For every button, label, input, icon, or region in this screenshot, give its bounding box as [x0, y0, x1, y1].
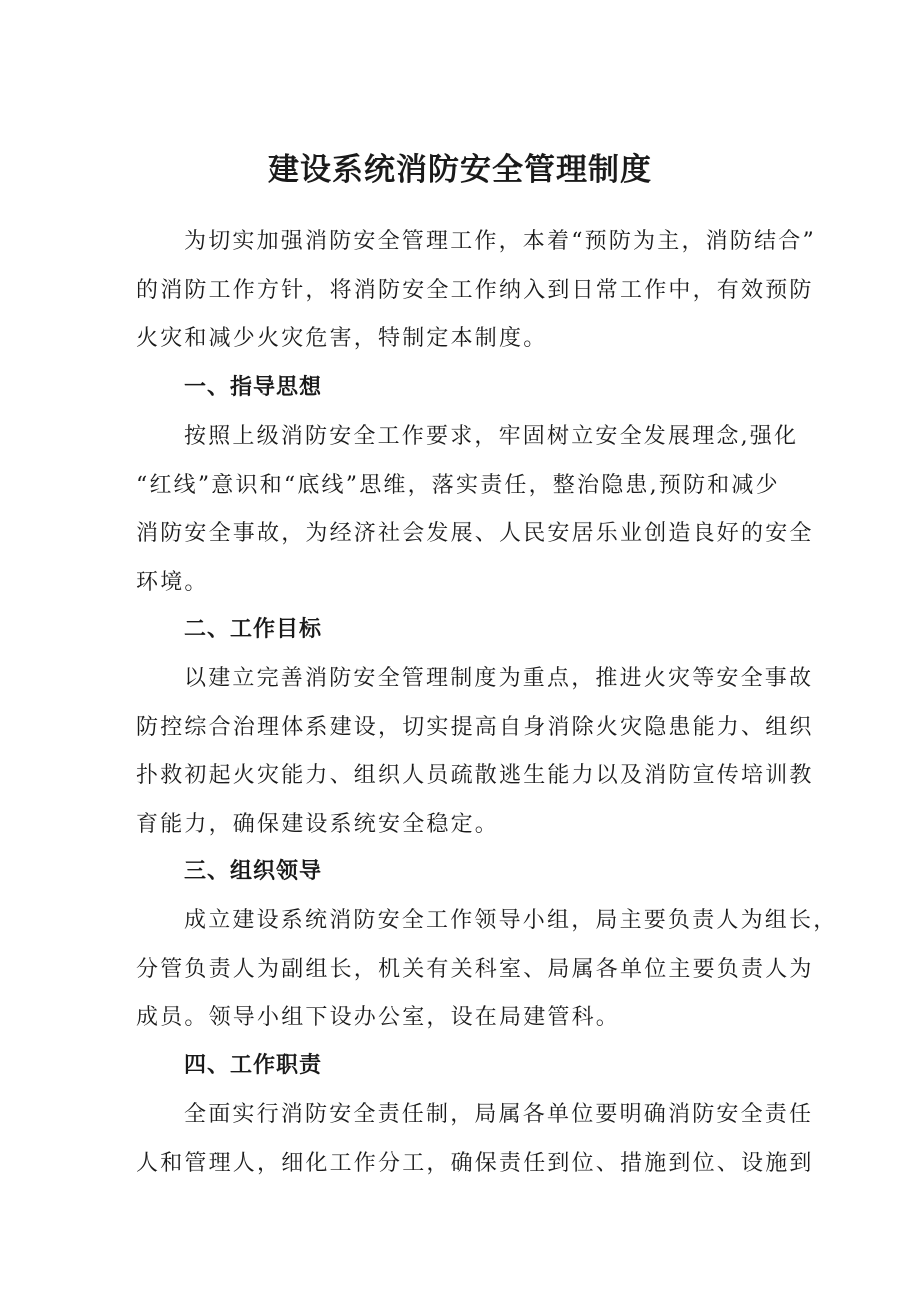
intro-line-3: 火灾和减少火灾危害，特制定本制度。 [136, 326, 548, 351]
intro-line-1: 为切实加强消防安全管理工作，本着“预防为主，消防结合” [184, 229, 816, 254]
section-heading-guiding-ideology: 一、指导思想 [184, 375, 323, 400]
section-paragraph-work-goals [136, 655, 814, 849]
paragraph-line: “红线”意识和“底线”思维，落实责任，整治隐患,预防和减少 [136, 472, 780, 498]
paragraph-line: 防控综合治理体系建设，切实提高自身消除火灾隐患能力、组织 [136, 714, 814, 740]
section-paragraph-work-responsibilities [136, 1091, 814, 1188]
section-paragraph-guiding-ideology [136, 413, 814, 607]
paragraph-line: 分管负责人为副组长，机关有关科室、局属各单位主要负责人为 [136, 956, 814, 982]
intro-paragraph [136, 218, 816, 364]
paragraph-line: 人和管理人，细化工作分工，确保责任到位、措施到位、设施到 [136, 1150, 814, 1176]
intro-line-2: 的消防工作方针，将消防安全工作纳入到日常工作中，有效预防 [136, 277, 814, 303]
section-heading-work-responsibilities: 四、工作职责 [184, 1053, 323, 1078]
paragraph-line: 环境。 [136, 569, 209, 595]
document-title: 建设系统消防安全管理制度 [268, 152, 652, 188]
paragraph-line: 成员。领导小组下设办公室，设在局建管科。 [136, 1005, 621, 1030]
paragraph-line: 育能力，确保建设系统安全稳定。 [136, 811, 500, 837]
paragraph-line: 按照上级消防安全工作要求，牢固树立安全发展理念,强化 [184, 424, 799, 449]
paragraph-line: 成立建设系统消防安全工作领导小组，局主要负责人为组长， [184, 908, 838, 933]
paragraph-line: 扑救初起火灾能力、组织人员疏散逃生能力以及消防宣传培训教 [136, 763, 814, 788]
section-heading-work-goals: 二、工作目标 [184, 617, 323, 642]
paragraph-line: 全面实行消防安全责任制，局属各单位要明确消防安全责任 [184, 1102, 814, 1127]
section-paragraph-organization-leadership [136, 897, 838, 1043]
paragraph-line: 以建立完善消防安全管理制度为重点，推进火灾等安全事故 [184, 666, 814, 691]
paragraph-line: 消防安全事故，为经济社会发展、人民安居乐业创造良好的安全 [136, 521, 814, 546]
section-heading-organization-leadership: 三、组织领导 [184, 859, 323, 884]
